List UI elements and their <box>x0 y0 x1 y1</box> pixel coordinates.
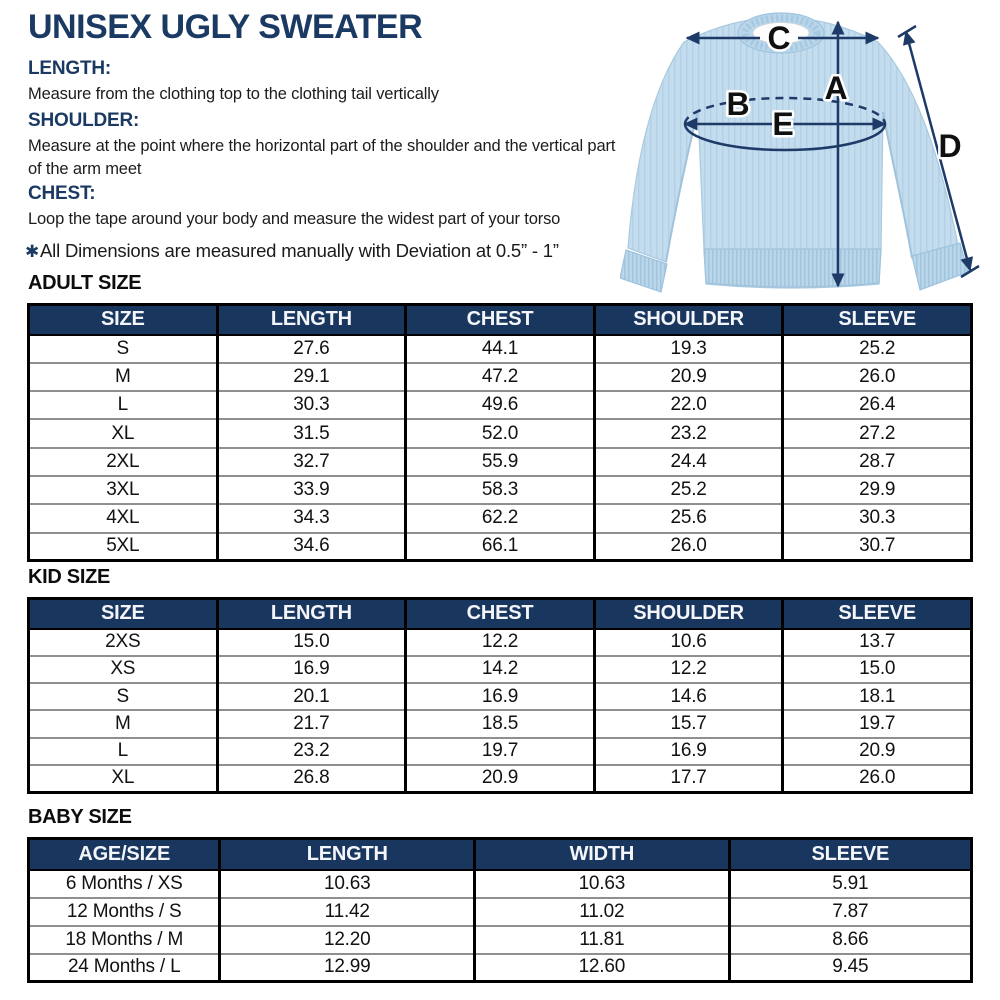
table-cell: 9.45 <box>729 954 971 982</box>
table-cell: 29.9 <box>783 476 972 504</box>
table-row <box>29 870 972 898</box>
table-cell: 17.7 <box>594 765 783 792</box>
table-row <box>29 738 972 765</box>
table-cell: 23.2 <box>594 419 783 447</box>
instruction-chest-label: CHEST: <box>28 183 96 204</box>
table-cell: 27.2 <box>783 419 972 447</box>
table-cell: 29.1 <box>217 363 406 391</box>
table-cell: 12.2 <box>594 656 783 683</box>
adult-size-heading: ADULT SIZE <box>28 272 142 294</box>
column-header: LENGTH <box>220 839 475 870</box>
table-cell: 18.1 <box>783 683 972 710</box>
table-row <box>29 926 972 954</box>
table-cell: 16.9 <box>406 683 595 710</box>
table-cell: 18.5 <box>406 710 595 737</box>
sweater-measurement-diagram <box>620 0 1000 300</box>
table-cell: 12.60 <box>475 954 730 982</box>
table-cell: 5.91 <box>729 870 971 898</box>
table-cell: M <box>29 710 218 737</box>
table-row <box>29 710 972 737</box>
table-cell: L <box>29 738 218 765</box>
table-cell: 20.9 <box>594 363 783 391</box>
instruction-length-text: Measure from the clothing top to the clothing tail vertically <box>28 85 439 103</box>
baby-size-heading: BABY SIZE <box>28 806 132 828</box>
label-shoulder-c: C <box>767 20 791 56</box>
table-cell: 3XL <box>29 476 218 504</box>
table-cell: 26.0 <box>594 533 783 561</box>
table-cell: 26.8 <box>217 765 406 792</box>
table-cell: 49.6 <box>406 391 595 419</box>
table-cell: 44.1 <box>406 335 595 363</box>
table-cell: 12.99 <box>220 954 475 982</box>
sweater-waistband <box>704 249 881 287</box>
table-cell: 47.2 <box>406 363 595 391</box>
column-header: SHOULDER <box>594 599 783 629</box>
table-cell: 21.7 <box>217 710 406 737</box>
label-chest-width-e: E <box>772 106 794 142</box>
table-cell: 33.9 <box>217 476 406 504</box>
table-cell: 25.2 <box>594 476 783 504</box>
table-cell: 28.7 <box>783 448 972 476</box>
table-cell: 6 Months / XS <box>65 872 183 894</box>
table-cell: 24 Months / L <box>29 954 220 982</box>
table-cell: 52.0 <box>406 419 595 447</box>
column-header: WIDTH <box>475 839 730 870</box>
column-header: CHEST <box>406 305 595 335</box>
table-cell: 20.1 <box>217 683 406 710</box>
table-cell: XL <box>29 419 218 447</box>
table-cell: 30.3 <box>783 504 972 532</box>
instruction-shoulder <box>28 110 628 181</box>
table-cell: XS <box>29 656 218 683</box>
table-cell: 62.2 <box>406 504 595 532</box>
sweater-illustration <box>620 13 968 292</box>
instruction-shoulder-text: Measure at the point where the horizontal part of the shoulder and the vertical part of the arm meet <box>28 137 616 178</box>
table-cell: 31.5 <box>217 419 406 447</box>
table-row <box>29 363 972 391</box>
page-title: UNISEX UGLY SWEATER <box>28 8 423 46</box>
deviation-note-text: All Dimensions are measured manually with Deviation at 0.5” - 1” <box>40 240 559 261</box>
table-cell: 19.7 <box>783 710 972 737</box>
table-cell: 24.4 <box>594 448 783 476</box>
adult-size-table <box>27 303 973 562</box>
column-header: SIZE <box>29 599 218 629</box>
table-cell: 55.9 <box>406 448 595 476</box>
table-cell: 25.6 <box>594 504 783 532</box>
instruction-length-label: LENGTH: <box>28 58 112 79</box>
table-cell: 15.0 <box>783 656 972 683</box>
instruction-length <box>28 58 628 106</box>
label-sleeve-d: D <box>938 128 962 164</box>
instruction-shoulder-label: SHOULDER: <box>28 110 140 131</box>
table-cell: 12.20 <box>220 926 475 954</box>
column-header: CHEST <box>406 599 595 629</box>
table-cell: XL <box>29 765 218 792</box>
column-header: SIZE <box>29 305 218 335</box>
table-cell: 12.2 <box>406 629 595 656</box>
table-cell: 26.0 <box>783 363 972 391</box>
table-cell: 18 Months / M <box>29 926 220 954</box>
table-cell: 11.02 <box>475 898 730 926</box>
table-cell: 10.63 <box>220 870 475 898</box>
column-header: SLEEVE <box>783 305 972 335</box>
table-cell: 11.81 <box>475 926 730 954</box>
table-row <box>29 629 972 656</box>
kid-size-table <box>27 597 973 794</box>
table-cell: 34.6 <box>217 533 406 561</box>
table-cell: 26.4 <box>783 391 972 419</box>
header-row <box>29 599 972 629</box>
table-cell: 8.66 <box>729 926 971 954</box>
table-row <box>29 898 972 926</box>
table-row <box>29 954 972 982</box>
table-cell: 16.9 <box>217 656 406 683</box>
column-header: SLEEVE <box>783 599 972 629</box>
column-header: AGE/SIZE <box>29 839 220 870</box>
table-cell: 10.6 <box>594 629 783 656</box>
table-row <box>29 335 972 363</box>
table-cell: S <box>116 337 130 359</box>
table-cell: 26.0 <box>783 765 972 792</box>
column-header: SLEEVE <box>729 839 971 870</box>
table-row <box>29 419 972 447</box>
table-cell: L <box>29 391 218 419</box>
table-cell: 19.3 <box>594 335 783 363</box>
table-cell: 20.9 <box>783 738 972 765</box>
table-cell: 11.42 <box>220 898 475 926</box>
label-chest-girth-b: B <box>726 86 750 122</box>
table-cell: 14.6 <box>594 683 783 710</box>
table-row <box>29 391 972 419</box>
kid-size-heading: KID SIZE <box>28 566 111 588</box>
sweater-body <box>628 17 958 288</box>
table-cell: 10.63 <box>475 870 730 898</box>
table-cell: 2XL <box>29 448 218 476</box>
table-row <box>29 476 972 504</box>
table-cell: 15.7 <box>594 710 783 737</box>
table-cell: 58.3 <box>406 476 595 504</box>
table-cell: 20.9 <box>406 765 595 792</box>
baby-size-table <box>27 837 973 983</box>
table-cell: 30.7 <box>783 533 972 561</box>
instruction-chest-text: Loop the tape around your body and measure the widest part of your torso <box>28 210 561 228</box>
table-cell: 5XL <box>29 533 218 561</box>
table-cell: 19.7 <box>406 738 595 765</box>
table-cell: 25.2 <box>783 335 972 363</box>
table-row <box>29 448 972 476</box>
table-cell: 13.7 <box>783 629 972 656</box>
column-header: LENGTH <box>217 305 406 335</box>
column-header: SHOULDER <box>594 305 783 335</box>
table-cell: 30.3 <box>217 391 406 419</box>
table-row <box>29 765 972 792</box>
table-row <box>29 504 972 532</box>
table-row <box>29 683 972 710</box>
table-cell: 66.1 <box>406 533 595 561</box>
table-cell: 7.87 <box>729 898 971 926</box>
table-row <box>29 533 972 561</box>
label-length-a: A <box>824 70 848 106</box>
table-cell: 12 Months / S <box>29 898 220 926</box>
table-row <box>29 656 972 683</box>
column-header: LENGTH <box>217 599 406 629</box>
table-cell: 14.2 <box>406 656 595 683</box>
asterisk-icon: ✱ <box>25 242 40 261</box>
table-cell: 4XL <box>29 504 218 532</box>
header-row <box>29 839 972 870</box>
table-cell: 23.2 <box>217 738 406 765</box>
table-cell: 34.3 <box>217 504 406 532</box>
table-cell: 16.9 <box>594 738 783 765</box>
table-cell: 15.0 <box>217 629 406 656</box>
table-cell: 27.6 <box>217 335 406 363</box>
table-cell: S <box>29 683 218 710</box>
table-cell: M <box>29 363 218 391</box>
deviation-note <box>25 240 559 262</box>
instruction-chest <box>28 183 628 231</box>
table-cell: 2XS <box>105 631 141 653</box>
table-cell: 32.7 <box>217 448 406 476</box>
header-row <box>29 305 972 335</box>
table-cell: 22.0 <box>594 391 783 419</box>
